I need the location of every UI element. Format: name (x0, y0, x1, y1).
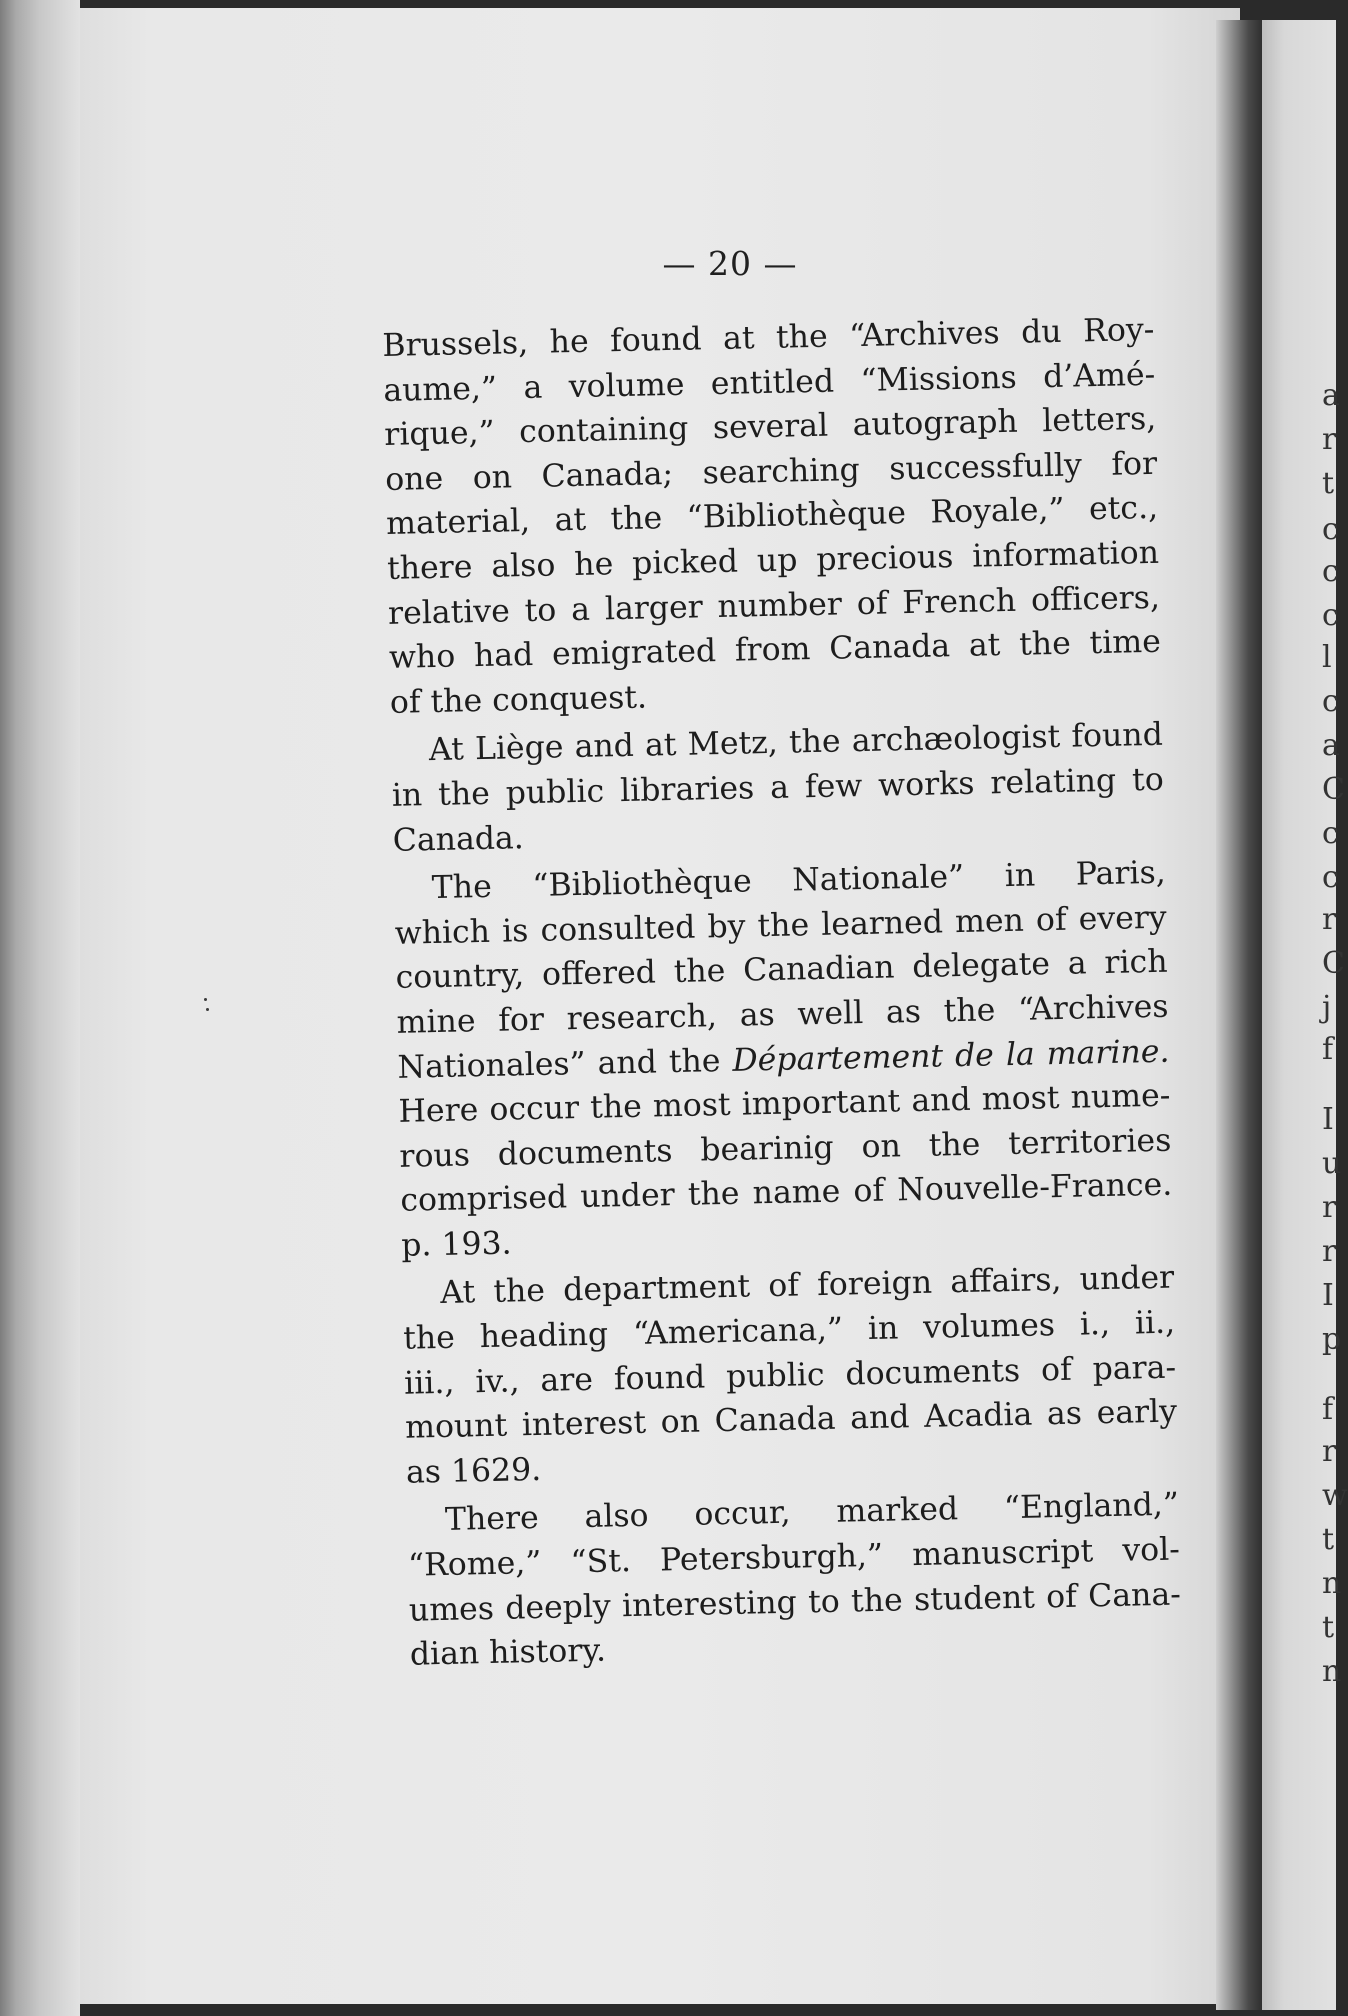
text-line: of the conquest. (389, 679, 648, 721)
facing-page-letter: I (1322, 1102, 1334, 1137)
text-line: umes deeply interesting to the student of Cana- (408, 1576, 1182, 1629)
text-line: the heading “Americana,” in volumes i., ii., (402, 1304, 1176, 1357)
facing-page-letter: j (1322, 990, 1332, 1025)
text-line: relative to a larger number of French officers, (387, 579, 1161, 632)
facing-page-letter: a (1322, 378, 1340, 413)
text-line: Canada. (392, 819, 525, 859)
facing-page-letter: n (1322, 1566, 1342, 1601)
paragraph-1 (382, 308, 1162, 725)
text-line: dian history. (409, 1632, 607, 1673)
book-left-edge (0, 0, 80, 2016)
italic-phrase: Département de la marine. (732, 1033, 1170, 1079)
facing-page-letter: c (1322, 860, 1339, 895)
facing-page-letter: l (1322, 640, 1332, 675)
text-line: material, at the “Bibliothèque Royale,” etc., (385, 490, 1159, 543)
text-line: comprised under the name of Nouvelle-France. (399, 1166, 1173, 1220)
scan-speck (206, 1008, 209, 1011)
facing-page-edge (1262, 20, 1348, 2010)
text-line: At Liège and at Metz, the archæologist found (428, 717, 1164, 769)
facing-page-letter: C (1322, 772, 1345, 807)
facing-page-letter: t (1322, 466, 1335, 501)
scan-speck (204, 998, 207, 1001)
text-line: At the department of foreign affairs, under (439, 1260, 1175, 1312)
facing-page-letter: r (1322, 1234, 1337, 1269)
facing-page-letter: r (1322, 422, 1337, 457)
facing-page-letter: c (1322, 684, 1339, 719)
facing-page-letter: u (1322, 1146, 1342, 1181)
facing-page-fragments (1262, 20, 1348, 2010)
text-line: mount interest on Canada and Acadia as early (404, 1393, 1178, 1447)
text-fragment: Nationales” and the (397, 1042, 733, 1086)
text-line: rique,” containing several autograph letters, (383, 400, 1157, 454)
facing-page-letter: r (1322, 1190, 1337, 1225)
facing-page-letter: f (1322, 1392, 1334, 1427)
text-line: mine for research, as well as the “Archives (396, 988, 1169, 1041)
facing-page-letter: n (1322, 1654, 1342, 1689)
text-line: iii., iv., are found public documents of para- (403, 1349, 1177, 1402)
facing-page-letter: t (1322, 1522, 1335, 1557)
paragraph-4 (402, 1256, 1179, 1495)
page-number: — 20 — (662, 244, 798, 283)
paragraph-5 (407, 1483, 1183, 1678)
facing-page-letter: c (1322, 598, 1339, 633)
facing-page-letter: r (1322, 1434, 1337, 1469)
facing-page-letter: r (1322, 902, 1337, 937)
facing-page-letter: c (1322, 816, 1339, 851)
facing-page-letter: I (1322, 1278, 1334, 1313)
book-gutter (1216, 20, 1262, 2010)
facing-page-letter: p (1322, 1322, 1342, 1357)
text-line: The “Bibliothèque Nationale” in Paris, (431, 854, 1167, 907)
text-line: rous documents bearinig on the territories (399, 1122, 1172, 1175)
text-line: Brussels, he found at the “Archives du Roy- (382, 311, 1155, 364)
facing-page-letter: a (1322, 728, 1340, 763)
facing-page-letter: C (1322, 946, 1345, 981)
facing-page-letter: c (1322, 554, 1339, 589)
text-line: There also occur, marked “England,” (444, 1487, 1180, 1539)
text-line: which is consulted by the learned men of every (394, 899, 1167, 952)
text-line: country, offered the Canadian delegate a rich (395, 944, 1168, 997)
text-line: as 1629. (405, 1451, 542, 1491)
facing-page-letter: t (1322, 1610, 1335, 1645)
facing-page-letter: w (1322, 1478, 1348, 1513)
text-line: Here occur the most important and most nume- (398, 1077, 1171, 1130)
text-line: in the public libraries a few works relating to (391, 761, 1165, 814)
text-line: there also he picked up precious information (386, 534, 1160, 587)
text-line: “Rome,” “St. Petersburgh,” manuscript vol- (407, 1531, 1181, 1584)
text-line: aume,” a volume entitled “Missions d’Amé- (383, 356, 1156, 409)
paragraph-2 (390, 713, 1165, 863)
paragraph-3 (393, 851, 1173, 1268)
text-line: p. 193. (400, 1225, 512, 1264)
text-line: one on Canada; searching successfully for (384, 445, 1158, 498)
text-line: who had emigrated from Canada at the time (388, 623, 1162, 677)
book-page (80, 8, 1240, 2004)
facing-page-letter: c (1322, 512, 1339, 547)
page-text (382, 308, 1182, 1682)
facing-page-letter: f (1322, 1032, 1334, 1067)
